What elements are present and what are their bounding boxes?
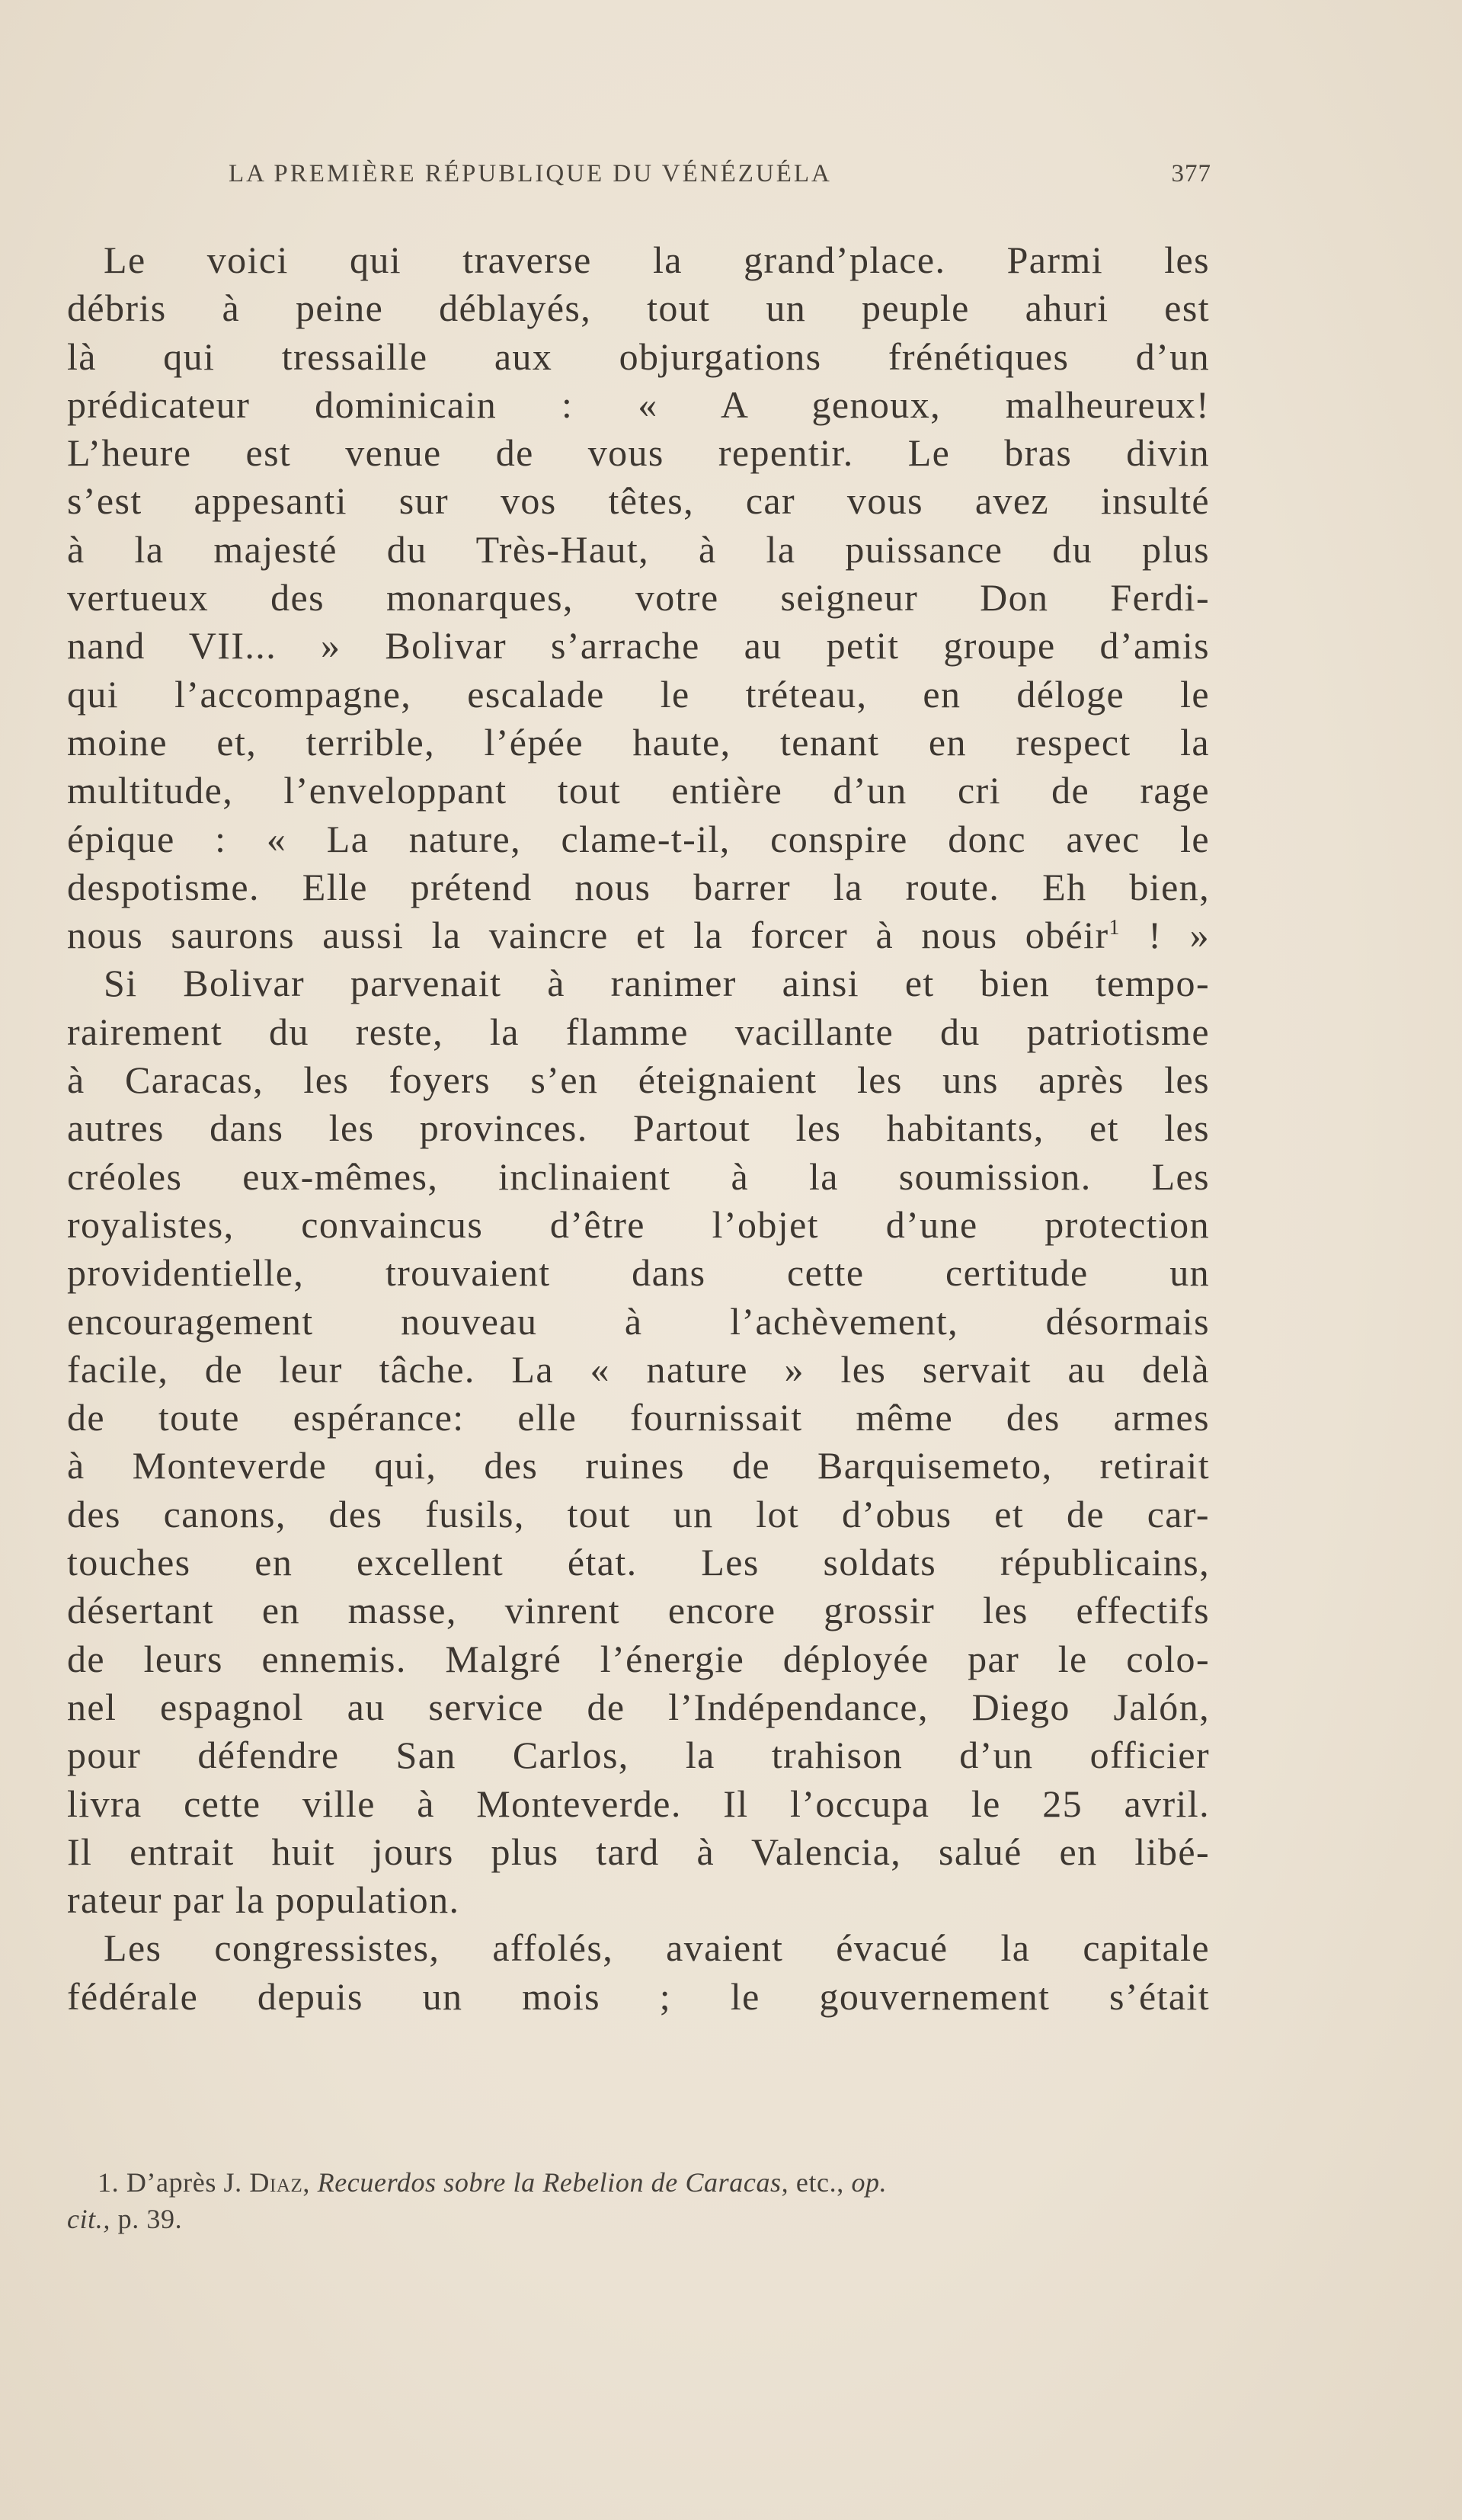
footnote-cit: cit., bbox=[67, 2204, 110, 2234]
text-line: facile, de leur tâche. La « nature » les servait au delà bbox=[67, 1347, 1210, 1391]
footnotes bbox=[67, 2164, 1210, 2237]
footnote-rest: etc., bbox=[795, 2167, 844, 2198]
text-line: Les congressistes, affolés, avaient évacué la capitale bbox=[104, 1926, 1210, 1970]
footnote-author: Diaz, bbox=[249, 2167, 311, 2198]
text-line: désertant en masse, vinrent encore grossir les effectifs bbox=[67, 1589, 1210, 1632]
text-line: livra cette ville à Monteverde. Il l’occupa le 25 avril. bbox=[67, 1782, 1210, 1825]
text-line: royalistes, convaincus d’être l’objet d’une protection bbox=[67, 1202, 1210, 1246]
text-line: moine et, terrible, l’épée haute, tenant en respect la bbox=[67, 720, 1210, 764]
footnote-ref: 1 bbox=[1108, 916, 1121, 940]
text-line: Le voici qui traverse la grand’place. Parmi les bbox=[104, 239, 1210, 281]
text-line: despotisme. Elle prétend nous barrer la route. Eh bien, bbox=[67, 865, 1210, 908]
footnote-op: op. bbox=[851, 2167, 888, 2198]
text-line: qui l’accompagne, escalade le tréteau, en déloge le bbox=[67, 672, 1210, 716]
text-line: multitude, l’enveloppant tout entière d’un cri de rage bbox=[67, 769, 1210, 812]
footnote-line bbox=[98, 2164, 1210, 2201]
text-line: des canons, des fusils, tout un lot d’obus et de car- bbox=[67, 1492, 1210, 1535]
footnote-number: 1. bbox=[98, 2167, 120, 2198]
text-line: touches en excellent état. Les soldats républicains, bbox=[67, 1541, 1210, 1584]
body-text bbox=[67, 236, 1210, 2021]
text-line: autres dans les provinces. Partout les habitants, et les bbox=[67, 1106, 1210, 1150]
text-segment: nous saurons aussi la vaincre et la forcer à nous obéir bbox=[67, 914, 1109, 957]
running-title: LA PREMIÈRE RÉPUBLIQUE DU VÉNÉZUÉLA bbox=[229, 160, 832, 187]
text-line: fédérale depuis un mois ; le gouvernement s’était bbox=[67, 1974, 1210, 2018]
text-segment: ! » bbox=[1120, 914, 1210, 957]
text-line: à Monteverde qui, des ruines de Barquisemeto, retirait bbox=[67, 1444, 1210, 1487]
text-line: providentielle, trouvaient dans cette certitude un bbox=[67, 1251, 1210, 1295]
text-line: débris à peine déblayés, tout un peuple ahuri est bbox=[67, 287, 1210, 330]
text-line: nel espagnol au service de l’Indépendance, Diego Jalón, bbox=[67, 1685, 1210, 1728]
text-line: encouragement nouveau à l’achèvement, désormais bbox=[67, 1299, 1210, 1343]
footnote-title: Recuerdos sobre la Rebelion de Caracas, bbox=[317, 2167, 789, 2198]
text-line: rateur par la population. bbox=[67, 1878, 460, 1922]
text-line: épique : « La nature, clame-t-il, conspire donc avec le bbox=[67, 817, 1210, 860]
text-line: prédicateur dominicain : « A genoux, malheureux! bbox=[67, 383, 1210, 426]
text-line-with-footnote bbox=[67, 911, 1210, 959]
text-line: à la majesté du Très-Haut, à la puissance du plus bbox=[67, 527, 1210, 571]
footnote-lead: D’après J. bbox=[126, 2167, 242, 2198]
text-line: de leurs ennemis. Malgré l’énergie déployée par le colo- bbox=[67, 1637, 1210, 1680]
page-header bbox=[229, 160, 1211, 203]
text-line: à Caracas, les foyers s’en éteignaient les uns après les bbox=[67, 1058, 1210, 1102]
text-line: créoles eux-mêmes, inclinaient à la soumission. Les bbox=[67, 1154, 1210, 1198]
footnote-line bbox=[67, 2201, 1210, 2237]
text-line: rairement du reste, la flamme vacillante du patriotisme bbox=[67, 1010, 1210, 1053]
text-line: Si Bolivar parvenait à ranimer ainsi et bien tempo- bbox=[104, 962, 1210, 1005]
text-line: de toute espérance: elle fournissait même des armes bbox=[67, 1396, 1210, 1439]
text-line: pour défendre San Carlos, la trahison d’un officier bbox=[67, 1734, 1210, 1777]
text-line: vertueux des monarques, votre seigneur Don Ferdi- bbox=[67, 576, 1210, 620]
text-line: Il entrait huit jours plus tard à Valencia, salué en libé- bbox=[67, 1830, 1210, 1873]
text-line: nand VII... » Bolivar s’arrache au petit groupe d’amis bbox=[67, 624, 1210, 668]
text-line: là qui tressaille aux objurgations frénétiques d’un bbox=[67, 335, 1210, 378]
page-number: 377 bbox=[1171, 160, 1211, 187]
text-line: s’est appesanti sur vos têtes, car vous avez insulté bbox=[67, 479, 1210, 523]
text-line: L’heure est venue de vous repentir. Le bras divin bbox=[67, 431, 1210, 475]
footnote-page: p. 39. bbox=[117, 2204, 183, 2234]
